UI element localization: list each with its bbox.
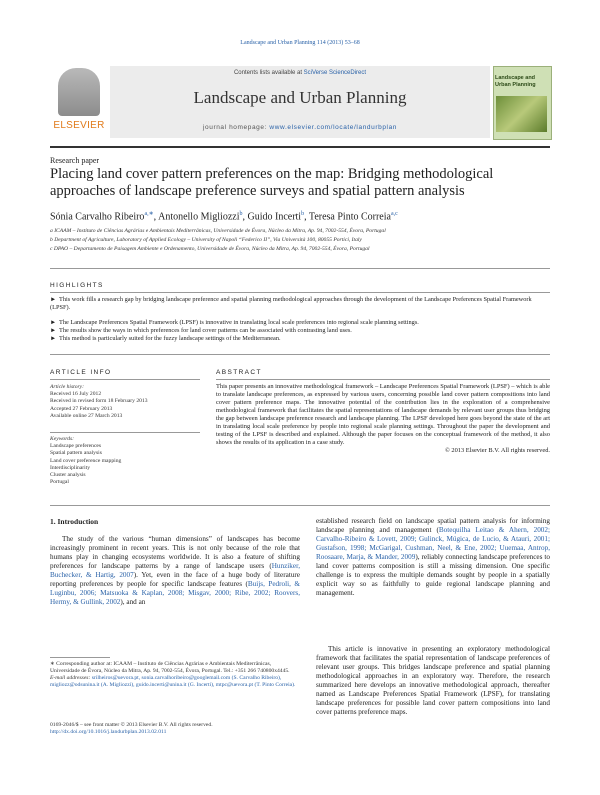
keyword: Land cover preference mapping (50, 457, 122, 464)
publisher-name: ELSEVIER (53, 120, 105, 131)
elsevier-tree-icon (58, 68, 100, 116)
homepage-link[interactable]: www.elsevier.com/locate/landurbplan (269, 124, 398, 131)
history-entry: Received in revised form 18 February 2013 (50, 398, 148, 405)
abstract-heading: ABSTRACT (216, 369, 262, 376)
bullet-icon: ► (50, 319, 57, 326)
cover-title: Landscape and Urban Planning (495, 75, 536, 88)
divider (50, 379, 200, 380)
abstract-text: This paper presents an innovative methodological framework – Landscape Preferences Spatial Framework (LPSF) – which is able to translate landscape preferences, as expressed by various users, concerning possible land cover pattern compositions into land cover pattern preference maps. The innovative potential of the contribution lies in the exploration of a comprehensive methodological framework that facilitates the spatial representations of landscape demands by relevant user groups thus bridging the gap between landscape preference research and landscape planning. The LPSF developed here goes beyond the state of the art in translating local scale preference by people into regional scale planning settings. Throughout the paper the development and testing of the LPSF is described and explained. Although the paper focuses on the conceptual framework of the method, it also shows the results of its application in a case study. (216, 383, 550, 447)
text-run: The study of the various “human dimensions” of landscapes has become increasingly prominent in recent years. This is not only because of the role that humans play in changing ecosystems worldwide. It is also a feature of shifting preferences for landscape patterns by a range of landscape users ( (50, 535, 300, 571)
history-entry: Available online 27 March 2013 (50, 412, 123, 419)
affiliation: c DPAO – Departamento de Paisagem Ambiente e Ordenamento, Universidade de Évora, Núcleo da Mitra, Ap. 94, 7002-554, Évora, Portugal (50, 246, 370, 252)
copyright: © 2013 Elsevier B.V. All rights reserved. (444, 447, 550, 455)
citation-link[interactable]: Botequilha Leitao & Ahern, 2002; Carvalho-Ribeiro & Lovett, 2009; Gulinck, Múgica, de Lucio, & Atauri, 2001; Gustafson, 1998; McGarigal, Cushman, Neel, & Ene, 2002; Uuemaa, Antrop, Roosaare, Marja, & Mander, 2009 (316, 526, 550, 562)
contents-prefix: Contents lists available at (233, 70, 304, 76)
journal-title: Landscape and Urban Planning (193, 88, 407, 107)
author-affil-marker[interactable]: b (301, 211, 305, 217)
keyword: Spatial pattern analysis (50, 450, 102, 457)
divider (50, 432, 200, 433)
article-title: Placing land cover pattern preferences on the map: Bridging methodological approaches of landscape preference surveys and spatial pattern analysis (50, 166, 494, 199)
keywords (50, 436, 200, 486)
divider (50, 292, 550, 293)
keyword: Landscape preferences (50, 443, 102, 450)
author-affil-marker[interactable]: a,∗ (144, 211, 154, 217)
author-name: Teresa Pinto Correia (308, 211, 391, 223)
highlight-text: This work fills a research gap by bridging landscape preference and spatial planning methodological approaches through the development of the Landscape Preferences Spatial Framework (LPSF). (50, 296, 532, 311)
text-run: ), and an (120, 598, 146, 607)
citation-link[interactable]: Hunziker, Buchecker, & Hartig, 2007 (50, 562, 300, 580)
divider (50, 354, 550, 355)
affiliation: a ICAAM – Instituto de Ciências Agrárias e Ambientais Mediterrânicas, Universidade de Évora, Núcleo da Mitra, Ap. 94, 7002-554, Évora, Portugal (50, 228, 386, 234)
issn-line: 0169-2046/$ – see front matter © 2013 Elsevier B.V. All rights reserved. (50, 722, 213, 728)
divider (50, 505, 550, 506)
corresponding-author-note: ∗ Corresponding author at: ICAAM – Instituto de Ciências Agrárias e Ambientais Mediterrânicas, Universidade de Évora, Núcleo da Mitra, Ap. 94, 7002-554, Évora, Portugal. Tel.: +351 266 740800x4445. (50, 661, 290, 674)
bullet-icon: ► (50, 335, 57, 342)
article-history (50, 384, 200, 420)
author-affil-marker[interactable]: b (239, 211, 243, 217)
divider (50, 268, 550, 269)
text-run: established research field on landscape spatial pattern analysis for informing landscape planning and management ( (316, 517, 550, 535)
email-label: E-mail addresses: (50, 675, 91, 681)
intro-paragraph (316, 517, 550, 598)
author-affil-marker[interactable]: a,c (390, 211, 398, 217)
bullet-icon: ► (50, 296, 57, 303)
header-rule (50, 146, 550, 148)
text-run: ), reliably connecting landscape preferences to land cover patterns composition is still a missing dimension. One specific challenge is to express the multiple demands sought by people in a spatially explicit way so as faithfully to guide regional landscape planning and management. (316, 553, 551, 598)
divider (216, 379, 550, 380)
highlight-text: The results show the ways in which preferences for land cover patterns can be associated with contrasting land uses. (59, 327, 352, 334)
highlight-item (50, 327, 550, 335)
abstract (216, 383, 550, 455)
affiliation: b Department of Agriculture, Laboratory of Applied Ecology – University of Napoli “Federico II”, Via Università 100, 80055 Portici, Italy (50, 237, 362, 243)
intro-paragraph (50, 535, 300, 607)
article-info-heading: ARTICLE INFO (50, 369, 112, 376)
highlight-item (50, 319, 550, 327)
homepage-prefix: journal homepage: (202, 124, 270, 131)
email-addresses[interactable]: srilheiros@uevora.pt, sonia.carvalhoribeiro@googlemail.com (S. Carvalho Ribeiro), migliozz@odsunina.it (A. Migliozzi), guido.incerti@unina.it (G. Incerti), mtpc@uevora.pt (T. Pinto Correia). (50, 675, 296, 688)
sciencedirect-link[interactable]: SciVerse ScienceDirect (303, 70, 367, 76)
journal-reference[interactable]: Landscape and Urban Planning 114 (2013) 53–68 (240, 40, 360, 46)
text-run: ). Yet, even in the face of a huge body of literature reporting preferences by people for specific landscape features ( (50, 571, 300, 589)
keyword: Portugal (50, 479, 69, 486)
front-matter (50, 722, 300, 736)
section-heading: 1. Introduction (50, 517, 99, 526)
doi-link[interactable]: http://dx.doi.org/10.1016/j.landurbplan.2013.02.011 (50, 729, 167, 736)
article-type: Research paper (50, 156, 100, 165)
highlight-item (50, 296, 550, 311)
contents-line (110, 70, 490, 76)
keyword: Interdisciplinarity (50, 464, 91, 471)
highlights-heading: HIGHLIGHTS (50, 282, 104, 289)
footnotes (50, 661, 300, 689)
email-note (50, 675, 300, 689)
history-entry: Received 16 July 2012 (50, 391, 102, 398)
highlight-text: This method is particularly suited for the fuzzy landscape settings of the Mediterranean. (59, 335, 281, 342)
intro-paragraph: This article is innovative in presenting an exploratory methodological framework that facilitates the spatial representation of landscape preferences of relevant user groups. This bridges landscape preference and spatial planning methodological approaches in an exploratory way. Therefore, the research summarized here develops an innovative methodological approach, thereafter named as Landscape Preferences Spatial Framework (LPSF), for translating landscape preferences for possible land cover pattern compositions into land cover patterns preference maps. (316, 645, 550, 717)
history-entry: Accepted 27 February 2013 (50, 405, 113, 412)
highlight-item (50, 335, 550, 343)
history-label: Article history: (50, 384, 85, 390)
highlight-text: The Landscape Preferences Spatial Framework (LPSF) is innovative in translating local scale preferences into regional scale planning settings. (59, 319, 419, 326)
footnote-rule (50, 657, 110, 658)
keywords-label: Keywords: (50, 436, 75, 442)
author-list: Sónia Carvalho Ribeiro$^{a,∗}$, Antonello Migliozzi$^b$, Guido Incerti$^b$, Teresa Pinto Correia$^{a,c}$ (50, 211, 398, 223)
author-name: Sónia Carvalho Ribeiro (50, 211, 145, 223)
author-name: Guido Incerti (247, 211, 302, 223)
bullet-icon: ► (50, 327, 57, 334)
cover-image (496, 96, 547, 132)
author-name: Antonello Migliozzi (158, 211, 240, 223)
keyword: Cluster analysis (50, 472, 86, 479)
citation-link[interactable]: Buijs, Pedroli, & Luginbu, 2006; Matsuoka & Kaplan, 2008; Misgav, 2000; Ribe, 2002; Roovers, Hermy, & Gullink, 2002 (50, 580, 300, 607)
journal-homepage (110, 124, 490, 131)
